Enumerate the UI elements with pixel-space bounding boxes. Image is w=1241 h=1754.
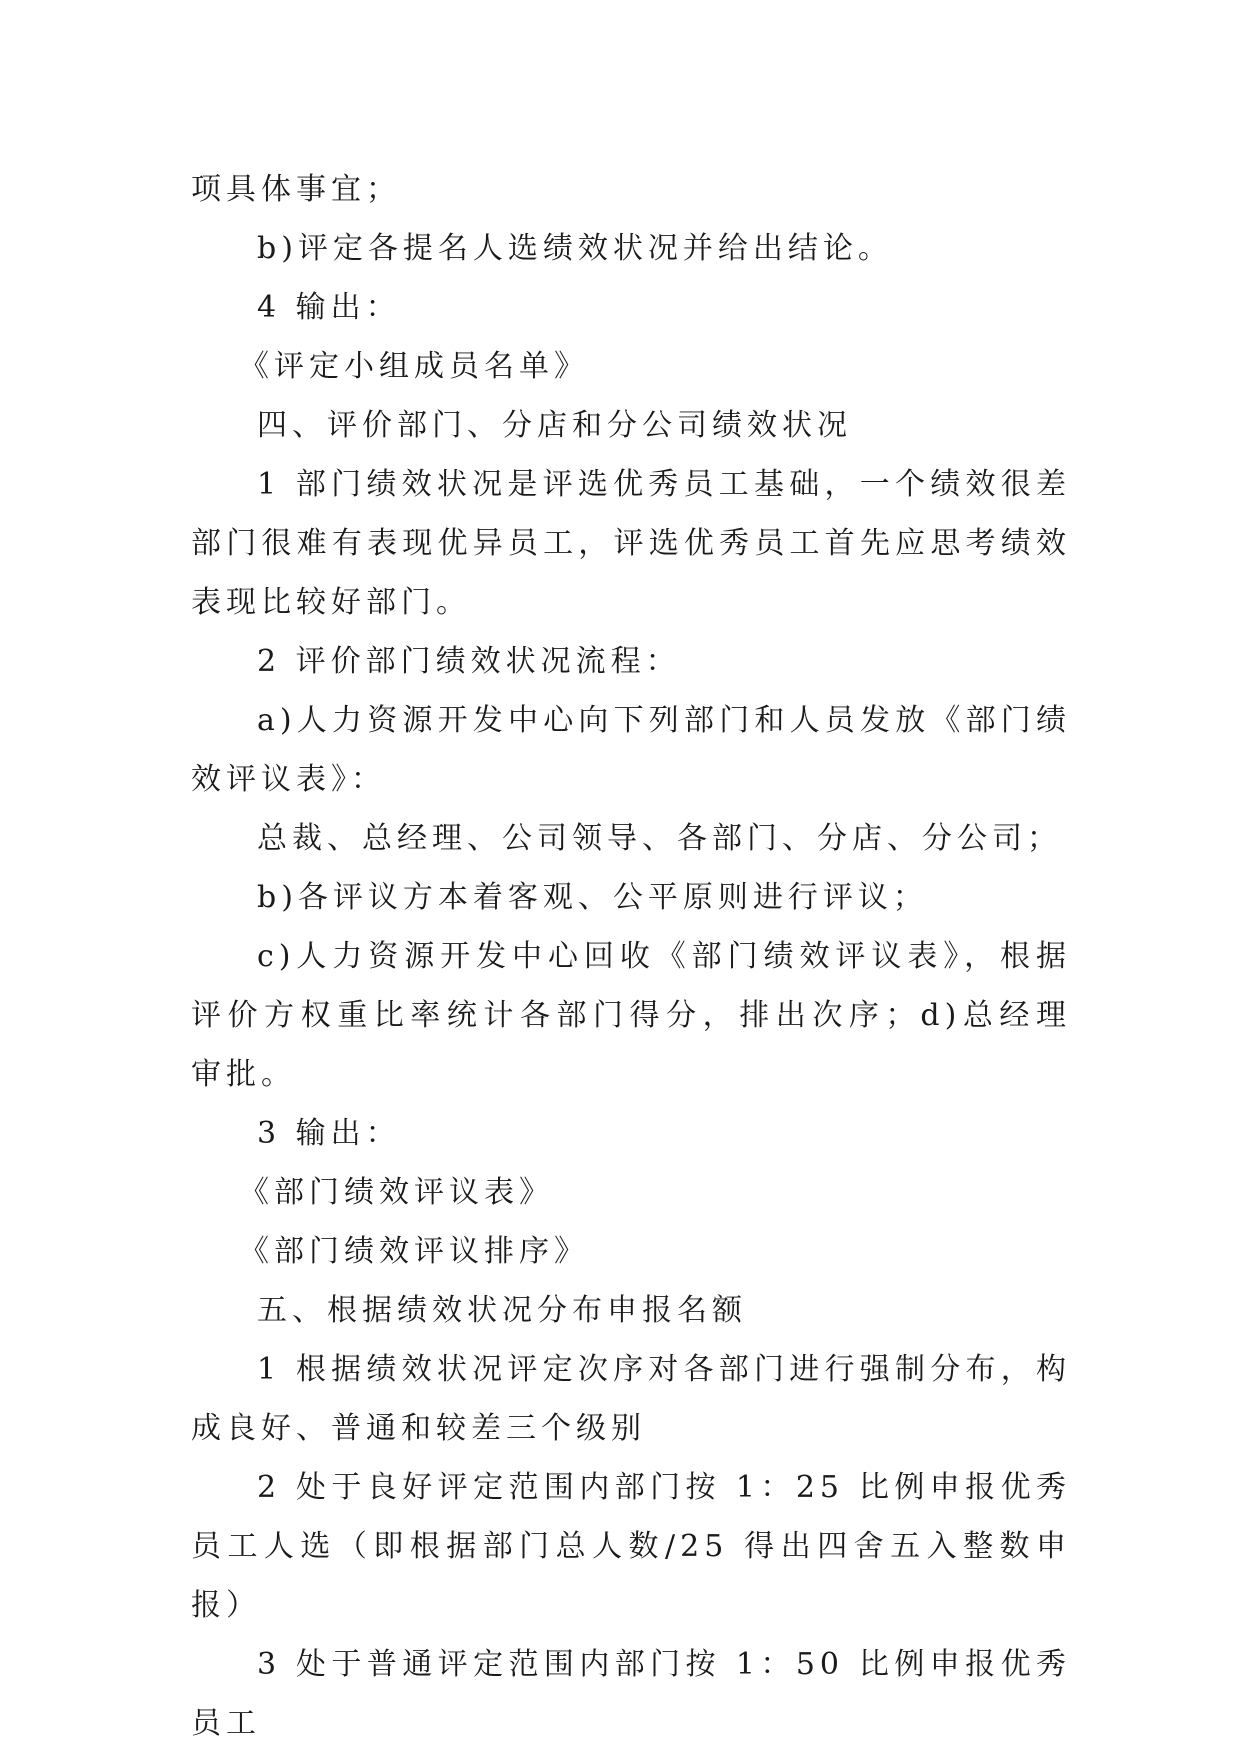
paragraph-section4-item-c: c)人力资源开发中心回收《部门绩效评议表》，根据评价方权重比率统计各部门得分，排出次序；d)总经理审批。 — [191, 939, 1071, 1092]
paragraph-recipients: 总裁、总经理、公司领导、各部门、分店、分公司； — [257, 821, 1062, 856]
paragraph-output-item: 《评定小组成员名单》 — [239, 349, 589, 384]
paragraph-section5-point3: 3 处于普通评定范围内部门按 1：50 比例申报优秀员工 — [191, 1647, 1071, 1741]
paragraph-output-heading: 4 输出： — [257, 290, 401, 325]
paragraph-section4-item-a: a)人力资源开发中心向下列部门和人员发放《部门绩效评议表》： — [191, 703, 1071, 797]
paragraph-continuation: 项具体事宜； — [191, 172, 401, 207]
section-heading-five: 五、根据绩效状况分布申报名额 — [257, 1293, 747, 1328]
paragraph-section4-point1: 1 部门绩效状况是评选优秀员工基础，一个绩效很差部门很难有表现优异员工，评选优秀员工首先应思考绩效表现比较好部门。 — [191, 467, 1071, 620]
paragraph-section4-output-heading: 3 输出： — [257, 1116, 401, 1151]
paragraph-item-b: b)评定各提名人选绩效状况并给出结论。 — [257, 231, 893, 266]
paragraph-section4-output-item1: 《部门绩效评议表》 — [239, 1175, 554, 1210]
section-heading-four: 四、评价部门、分店和分公司绩效状况 — [257, 408, 852, 443]
paragraph-section4-item-b: b)各评议方本着客观、公平原则进行评议； — [257, 880, 928, 915]
document-body — [191, 160, 1071, 1753]
paragraph-section5-point1: 1 根据绩效状况评定次序对各部门进行强制分布，构成良好、普通和较差三个级别 — [191, 1352, 1071, 1446]
paragraph-section5-point2: 2 处于良好评定范围内部门按 1：25 比例申报优秀员工人选（即根据部门总人数/25 得出四舍五入整数申报） — [191, 1470, 1071, 1623]
paragraph-section4-point2: 2 评价部门绩效状况流程： — [257, 644, 681, 679]
paragraph-section4-output-item2: 《部门绩效评议排序》 — [239, 1234, 589, 1269]
